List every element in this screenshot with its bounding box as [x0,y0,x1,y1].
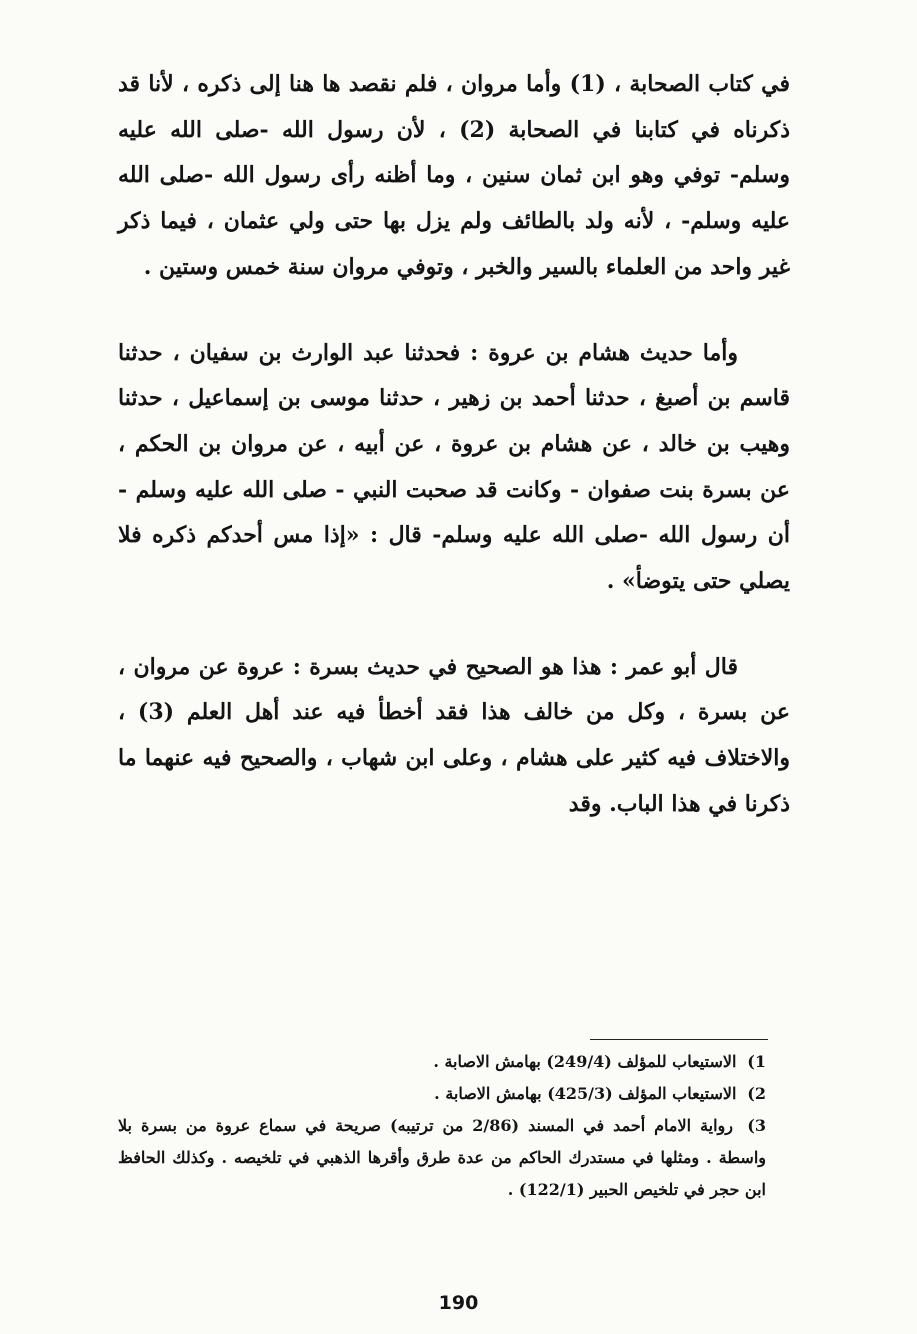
footnote-number: 2) [747,1084,766,1103]
page-number: 190 [438,1292,479,1314]
footnote-number: 3) [747,1116,766,1135]
paragraph-3: قال أبو عمر : هذا هو الصحيح في حديث بسرة : عروة عن مروان ، عن بسرة ، وكل من خالف هذا فقد أخطأ فيه عند أهل العلم (3) ، والاختلاف فيه كثير على هشام ، وعلى ابن شهاب ، والصحيح فيه عنهما ما ذكرنا في هذا الباب. وقد [118,653,790,817]
footnote-3 [118,1110,766,1206]
paragraph-2: وأما حديث هشام بن عروة : فحدثنا عبد الوارث بن سفيان ، حدثنا قاسم بن أصبغ ، حدثنا أحمد بن زهير ، حدثنا موسى بن إسماعيل ، حدثنا وهيب بن خالد ، عن هشام بن عروة ، عن أبيه ، عن مروان بن الحكم ، عن بسرة بنت صفوان - وكانت قد صحبت النبي - صلى الله عليه وسلم - أن رسول الله -صلى الله عليه وسلم- قال : «إذا مس أحدكم ذكره فلا يصلي حتى يتوضأ» . [118,339,790,595]
footnote-separator [590,1039,768,1040]
footnote-text: الاستيعاب للمؤلف (249/4) بهامش الاصابة . [433,1052,737,1071]
footnotes [118,1046,766,1206]
footnote-text: الاستيعاب المؤلف (425/3) بهامش الاصابة . [434,1084,737,1103]
main-text [118,62,790,828]
footnote-2 [118,1078,766,1110]
paragraph-1: في كتاب الصحابة ، (1) وأما مروان ، فلم نقصد ها هنا إلى ذكره ، لأنا قد ذكرناه في كتابنا في الصحابة (2) ، لأن رسول الله -صلى الله عليه وسلم- توفي وهو ابن ثمان سنين ، وما أظنه رأى رسول الله -صلى الله عليه وسلم- ، لأنه ولد بالطائف ولم يزل بها حتى ولي عثمان ، فيما ذكر غير واحد من العلماء بالسير والخبر ، وتوفي مروان سنة خمس وستين . [118,71,791,280]
footnote-1 [118,1046,766,1078]
footnote-number: 1) [747,1052,766,1071]
footnote-text: رواية الامام أحمد في المسند (2/86 من ترتيبه) صريحة في سماع عروة من بسرة بلا واسطة . ومثلها في مستدرك الحاكم من عدة طرق وأقرها الذهبي في تلخيصه . وكذلك الحافظ ابن حجر في تلخيص الحبير (122/1) . [118,1116,766,1199]
